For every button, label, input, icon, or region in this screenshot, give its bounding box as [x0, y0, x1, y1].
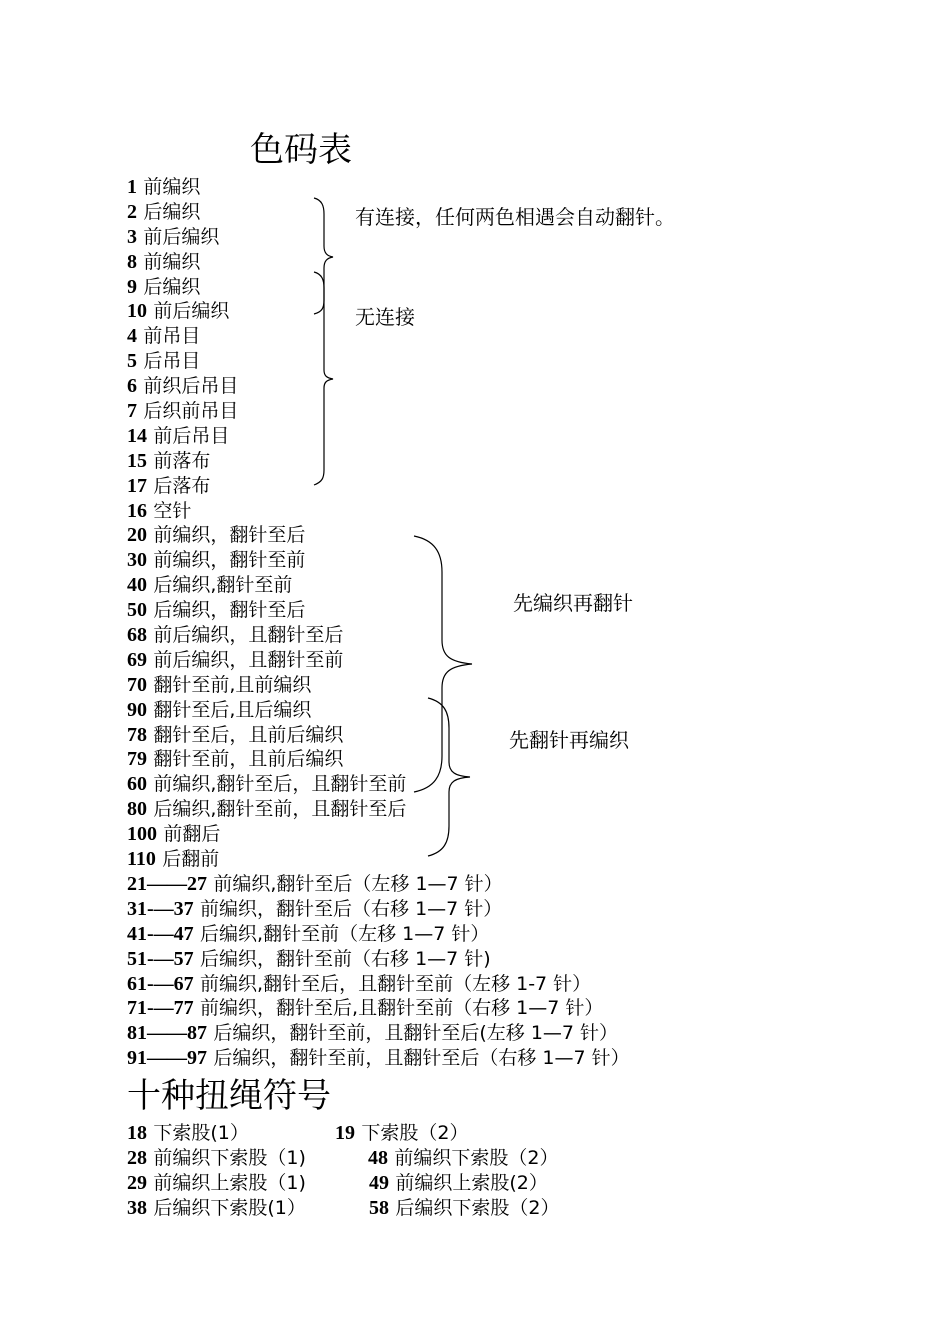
code-number: 90: [127, 698, 147, 721]
code-number: 16: [127, 499, 147, 522]
list-item: [127, 846, 630, 871]
list-item: [127, 647, 630, 672]
code-number: 80: [127, 798, 147, 821]
code-number: 60: [127, 773, 147, 796]
code-description: 前编织，翻针至后,且翻针至前（右移 1—7 针）: [200, 997, 604, 1020]
list-item: [127, 821, 630, 846]
cable-number: 18: [127, 1122, 147, 1144]
cable-number: 38: [127, 1197, 147, 1219]
code-number: 71-—77: [127, 997, 194, 1020]
code-description: 前编织: [143, 250, 201, 273]
list-item: [127, 622, 630, 647]
list-item: [127, 796, 630, 821]
code-number: 110: [127, 848, 156, 871]
list-item: [127, 896, 630, 921]
list-item: [127, 498, 630, 523]
code-description: 前吊目: [143, 325, 201, 348]
cable-right-cell: [368, 1145, 558, 1171]
code-number: 21——27: [127, 872, 207, 895]
code-number: 4: [127, 325, 137, 348]
code-description: 空针: [153, 499, 192, 522]
code-description: 翻针至后，且前后编织: [153, 723, 344, 746]
code-description: 翻针至前，且前后编织: [153, 748, 344, 771]
code-number: 20: [127, 524, 147, 547]
code-description: 后编织，翻针至后: [153, 599, 306, 622]
cable-right-cell: [335, 1120, 468, 1146]
code-description: 前后吊目: [153, 424, 230, 447]
code-description: 后编织,翻针至前，且翻针至后: [153, 798, 407, 821]
list-item: [127, 423, 630, 448]
code-description: 后编织,翻针至前（左移 1—7 针）: [200, 922, 490, 945]
cable-description: 前编织上索股（1): [153, 1172, 306, 1194]
code-number: 8: [127, 250, 137, 273]
code-number: 51-—57: [127, 947, 194, 970]
note-connected: 有连接，任何两色相遇会自动翻针。: [355, 205, 675, 229]
code-description: 前后编织，且翻针至后: [153, 624, 344, 647]
list-item: [127, 946, 630, 971]
code-number: 78: [127, 723, 147, 746]
code-description: 前编织,翻针至后，且翻针至前: [153, 773, 407, 796]
cable-number: 28: [127, 1147, 147, 1169]
cable-description: 后编织下索股(1）: [153, 1197, 306, 1219]
code-number: 7: [127, 400, 137, 423]
code-number: 17: [127, 474, 147, 497]
code-number: 14: [127, 424, 147, 447]
code-number: 3: [127, 225, 137, 248]
code-number: 5: [127, 350, 137, 373]
cable-description: 后编织下索股（2）: [395, 1197, 560, 1219]
cable-description: 前编织下索股（2）: [394, 1147, 559, 1169]
code-description: 后编织，翻针至前，且翻针至后（右移 1—7 针）: [213, 1047, 630, 1070]
code-description: 翻针至后,且后编织: [153, 698, 312, 721]
cable-right-cell: [369, 1195, 559, 1221]
list-item: [127, 373, 630, 398]
code-number: 40: [127, 574, 147, 597]
code-description: 前后编织，且翻针至前: [153, 648, 344, 671]
cable-description: 前编织上索股(2）: [395, 1172, 548, 1194]
code-number: 91——97: [127, 1047, 207, 1070]
note-transfer-then-knit: 先翻针再编织: [509, 728, 629, 752]
list-item: [127, 249, 630, 274]
list-item: [127, 995, 630, 1020]
list-item: [127, 448, 630, 473]
cable-number: 58: [369, 1197, 389, 1219]
code-number: 10: [127, 300, 147, 323]
cable-description: 前编织下索股（1): [153, 1147, 306, 1169]
list-item: [127, 697, 630, 722]
list-item: [127, 971, 630, 996]
code-number: 6: [127, 375, 137, 398]
code-description: 后编织，翻针至前（右移 1—7 针): [200, 947, 491, 970]
code-description: 后翻前: [162, 848, 220, 871]
cable-left-cell: [127, 1170, 306, 1196]
cable-section-title: 十种扭绳符号: [127, 1076, 331, 1116]
code-description: 前编织,翻针至后（左移 1—7 针）: [213, 872, 503, 895]
code-description: 翻针至前,且前编织: [153, 673, 312, 696]
code-description: 前后编织: [143, 225, 220, 248]
code-number: 68: [127, 624, 147, 647]
list-item: [127, 174, 630, 199]
list-item: [127, 1045, 630, 1070]
cable-left-cell: [127, 1195, 306, 1221]
list-item: [127, 522, 630, 547]
code-description: 前落布: [153, 449, 211, 472]
code-number: 9: [127, 275, 137, 298]
note-unconnected: 无连接: [355, 305, 415, 329]
code-number: 81——87: [127, 1022, 207, 1045]
code-description: 前翻后: [163, 823, 221, 846]
code-description: 前编织，翻针至前: [153, 549, 306, 572]
code-description: 前编织: [143, 176, 201, 198]
code-description: 后吊目: [143, 350, 201, 373]
code-number: 31-—37: [127, 897, 194, 920]
code-description: 前织后吊目: [143, 375, 239, 398]
code-number: 30: [127, 549, 147, 572]
cable-right-cell: [369, 1170, 548, 1196]
page-title: 色码表: [250, 130, 352, 170]
code-description: 后编织: [143, 200, 201, 223]
code-description: 后落布: [153, 474, 211, 497]
code-number: 61-—67: [127, 972, 194, 995]
cable-left-cell: [127, 1145, 306, 1171]
code-number: 100: [127, 823, 157, 846]
code-number: 41-—47: [127, 922, 194, 945]
cable-number: 49: [369, 1172, 389, 1194]
code-number: 1: [127, 176, 137, 198]
list-item: [127, 1020, 630, 1045]
code-description: 后织前吊目: [143, 400, 239, 423]
list-item: [127, 398, 630, 423]
code-description: 后编织: [143, 275, 201, 298]
list-item: [127, 547, 630, 572]
code-number: 50: [127, 599, 147, 622]
cable-description: 下索股(1）: [153, 1122, 249, 1144]
cable-number: 19: [335, 1122, 355, 1144]
cable-description: 下索股（2）: [361, 1122, 469, 1144]
code-description: 前后编织: [153, 300, 230, 323]
list-item: [127, 871, 630, 896]
code-description: 后编织，翻针至前，且翻针至后(左移 1—7 针）: [213, 1022, 619, 1045]
list-item: [127, 771, 630, 796]
code-description: 前编织，翻针至后: [153, 524, 306, 547]
cable-number: 29: [127, 1172, 147, 1194]
list-item: [127, 473, 630, 498]
code-number: 70: [127, 673, 147, 696]
code-number: 2: [127, 200, 137, 223]
list-item: [127, 274, 630, 299]
code-number: 15: [127, 449, 147, 472]
cable-number: 48: [368, 1147, 388, 1169]
list-item: [127, 348, 630, 373]
code-description: 前编织,翻针至后，且翻针至前（左移 1-7 针）: [200, 972, 592, 995]
cable-left-cell: [127, 1120, 249, 1146]
list-item: [127, 921, 630, 946]
list-item: [127, 672, 630, 697]
code-description: 前编织，翻针至后（右移 1—7 针）: [200, 897, 503, 920]
code-description: 后编织,翻针至前: [153, 574, 293, 597]
code-number: 79: [127, 748, 147, 771]
note-knit-then-transfer: 先编织再翻针: [513, 591, 633, 615]
code-number: 69: [127, 648, 147, 671]
